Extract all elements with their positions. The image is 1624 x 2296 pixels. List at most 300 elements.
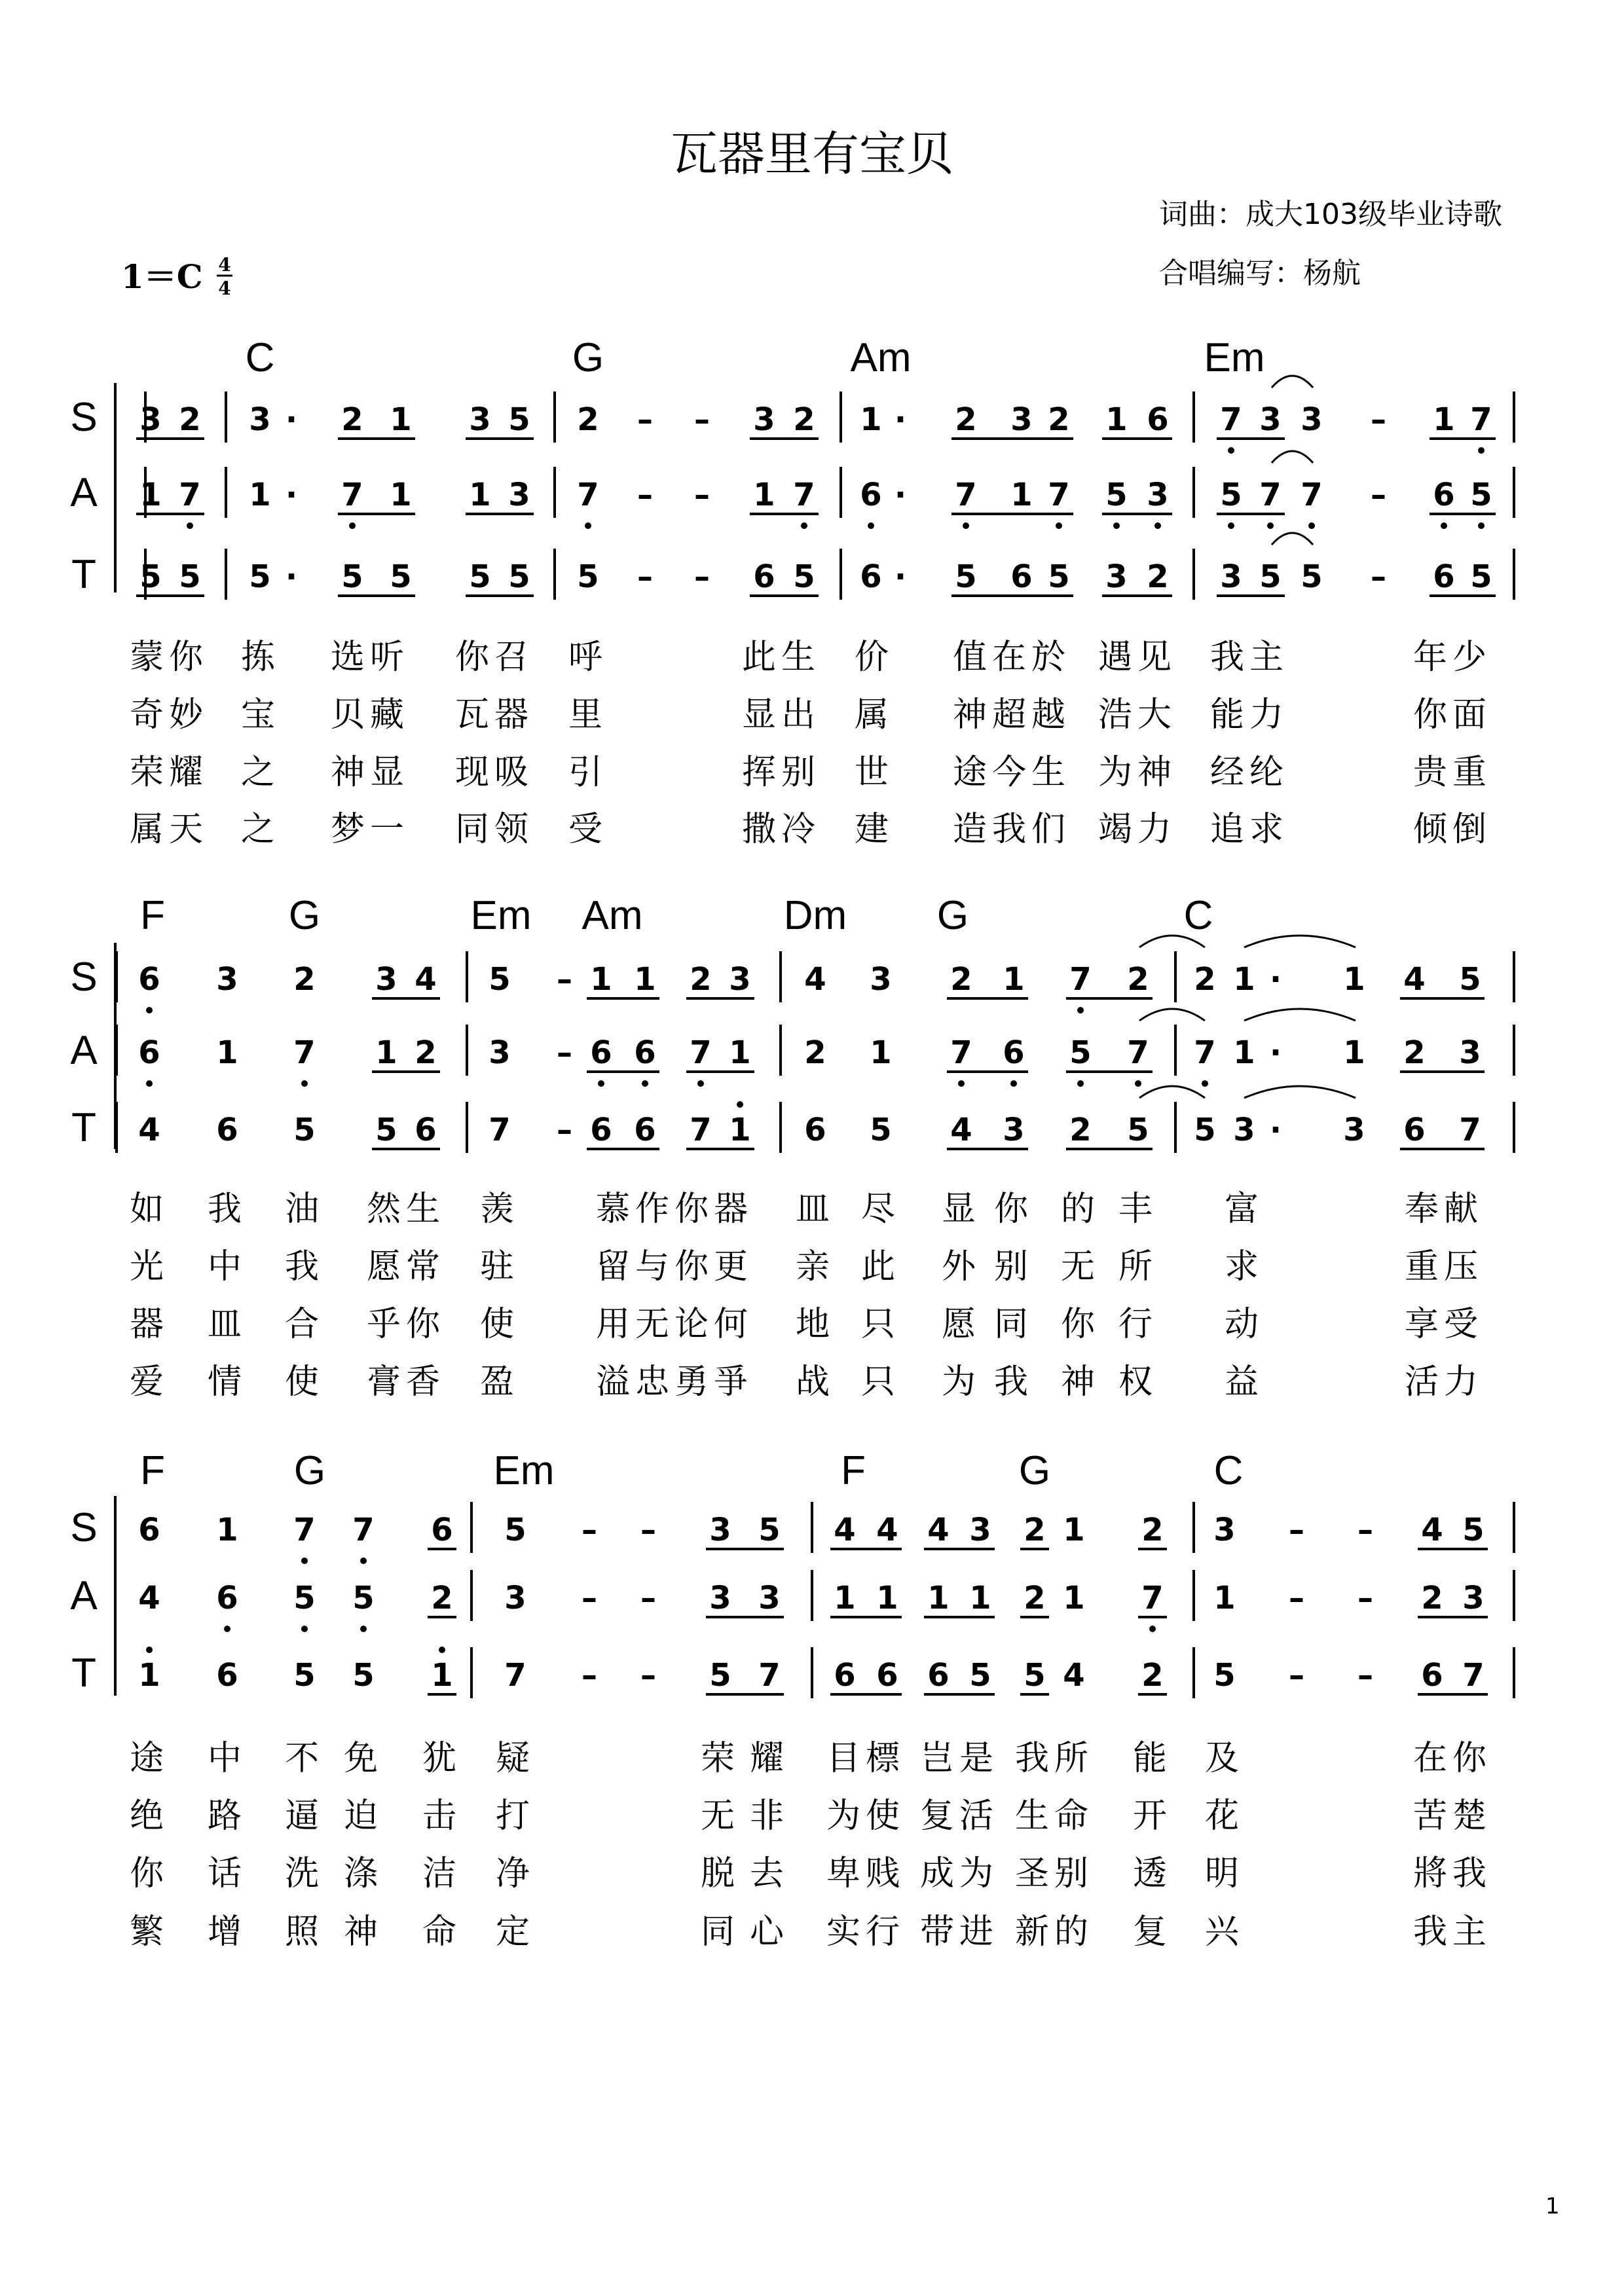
lyric-syllable: 透 bbox=[1132, 1854, 1173, 1893]
note: 5 bbox=[179, 558, 201, 595]
note: 3 bbox=[1003, 1112, 1025, 1148]
note: 5 bbox=[293, 1657, 316, 1694]
lyric-syllable: 岂是 bbox=[919, 1739, 999, 1778]
note: 3 bbox=[1213, 1512, 1236, 1548]
note: 2 bbox=[950, 961, 972, 998]
note: 1 bbox=[249, 477, 271, 513]
lyric-syllable: 你面 bbox=[1412, 695, 1492, 735]
lyric-syllable: 我主 bbox=[1209, 638, 1289, 677]
note: 5 bbox=[955, 558, 977, 595]
system-1 bbox=[70, 335, 1514, 849]
note: 3 bbox=[469, 401, 491, 438]
lyric-syllable: 盈 bbox=[479, 1362, 520, 1402]
lyric-syllable: 皿 bbox=[207, 1305, 248, 1344]
dash-extension: – bbox=[1289, 1580, 1304, 1616]
octave-dot-above bbox=[737, 1101, 743, 1108]
note: 5 bbox=[1105, 477, 1128, 513]
lyric-syllable: 带进 bbox=[919, 1912, 999, 1952]
lyric-syllable: 路 bbox=[207, 1796, 248, 1836]
lyric-syllable: 爱 bbox=[129, 1362, 170, 1402]
lyric-syllable: 逼 bbox=[284, 1796, 325, 1836]
note: 1 bbox=[870, 1034, 892, 1071]
note: 7 bbox=[758, 1657, 781, 1694]
note: 3 bbox=[709, 1580, 731, 1616]
note: 3 bbox=[139, 401, 162, 438]
octave-dot-below bbox=[1135, 1080, 1141, 1087]
augmentation-dot: · bbox=[1269, 1034, 1282, 1071]
chord-symbol: Am bbox=[850, 335, 912, 380]
lyric-syllable: 愿 bbox=[941, 1305, 982, 1344]
octave-dot-below bbox=[1478, 522, 1485, 529]
lyric-syllable: 用无论何 bbox=[595, 1305, 754, 1344]
note: 6 bbox=[634, 1034, 656, 1071]
lyric-syllable: 重压 bbox=[1404, 1247, 1484, 1286]
note: 3 bbox=[375, 961, 397, 998]
note: 2 bbox=[955, 401, 977, 438]
tie-arc bbox=[1244, 1009, 1356, 1021]
note: 3 bbox=[709, 1512, 731, 1548]
octave-dot-below bbox=[1154, 522, 1161, 529]
lyric-syllable: 绝 bbox=[129, 1796, 170, 1836]
lyric-syllable: 建 bbox=[854, 810, 895, 849]
note: 7 bbox=[955, 477, 977, 513]
note: 7 bbox=[1048, 477, 1070, 513]
lyric-syllable: 益 bbox=[1224, 1362, 1264, 1402]
note: 3 bbox=[1459, 1034, 1481, 1071]
note: 5 bbox=[577, 558, 599, 595]
octave-dot-below bbox=[1056, 522, 1062, 529]
octave-dot-above bbox=[439, 1647, 445, 1653]
lyric-syllable: 你 bbox=[1060, 1305, 1101, 1344]
note: 1 bbox=[729, 1112, 751, 1148]
note: 2 bbox=[1069, 1112, 1092, 1148]
note: 7 bbox=[489, 1112, 511, 1148]
note: 5 bbox=[1462, 1512, 1485, 1548]
lyric-syllable: 苦楚 bbox=[1412, 1796, 1492, 1836]
chord-symbol: G bbox=[572, 335, 604, 380]
note: 2 bbox=[1048, 401, 1070, 438]
note: 2 bbox=[431, 1580, 453, 1616]
note: 1 bbox=[729, 1034, 751, 1071]
dash-extension: – bbox=[1289, 1512, 1304, 1548]
dash-extension: – bbox=[637, 558, 653, 595]
note: 6 bbox=[138, 961, 160, 998]
lyric-syllable: 免 bbox=[343, 1739, 384, 1778]
lyric-syllable: 新的 bbox=[1014, 1912, 1094, 1952]
lyric-syllable: 为使 bbox=[826, 1796, 906, 1836]
note: 6 bbox=[860, 558, 882, 595]
octave-dot-below bbox=[1113, 522, 1120, 529]
lyric-syllable: 遇见 bbox=[1098, 638, 1177, 677]
part-label-s: S bbox=[70, 955, 98, 1000]
lyric-syllable: 世 bbox=[854, 753, 895, 792]
note: 7 bbox=[1127, 1034, 1149, 1071]
lyric-syllable: 我所 bbox=[1014, 1739, 1094, 1778]
note: 1 bbox=[139, 477, 162, 513]
chord-symbol: C bbox=[245, 335, 275, 380]
lyric-syllable: 显 bbox=[941, 1190, 982, 1229]
chord-symbol: C bbox=[1213, 1448, 1244, 1493]
lyric-syllable: 只 bbox=[860, 1305, 901, 1344]
lyric-syllable: 能 bbox=[1132, 1739, 1173, 1778]
tie-arc bbox=[1244, 1086, 1356, 1098]
octave-dot-below bbox=[697, 1080, 704, 1087]
note: 2 bbox=[1141, 1512, 1164, 1548]
song-title: 瓦器里有宝贝 bbox=[670, 126, 953, 181]
chord-symbol: Em bbox=[470, 893, 532, 938]
note: 7 bbox=[950, 1034, 972, 1071]
part-label-t: T bbox=[71, 552, 96, 597]
note: 2 bbox=[1127, 961, 1149, 998]
time-signature-numerator: 4 bbox=[218, 254, 231, 276]
lyric-syllable: 动 bbox=[1224, 1305, 1264, 1344]
note: 7 bbox=[690, 1034, 712, 1071]
note: 7 bbox=[1459, 1112, 1481, 1148]
note: 3 bbox=[729, 961, 751, 998]
lyric-syllable: 之 bbox=[240, 753, 281, 792]
lyric-syllable: 年少 bbox=[1412, 638, 1492, 677]
note: 6 bbox=[860, 477, 882, 513]
note: 5 bbox=[1024, 1657, 1046, 1694]
octave-dot-below bbox=[1149, 1626, 1156, 1632]
note: 3 bbox=[508, 477, 530, 513]
lyric-syllable: 瓦器 bbox=[454, 695, 534, 735]
lyric-syllable: 情 bbox=[207, 1362, 248, 1402]
lyric-syllable: 别 bbox=[993, 1247, 1034, 1286]
lyric-syllable: 卑贱 bbox=[826, 1854, 906, 1893]
octave-dot-below bbox=[642, 1080, 648, 1087]
octave-dot-below bbox=[1228, 447, 1234, 454]
lyric-syllable: 耀 bbox=[749, 1739, 790, 1778]
lyric-syllable: 奇妙 bbox=[129, 695, 209, 735]
note: 5 bbox=[1470, 477, 1492, 513]
system-3 bbox=[70, 1448, 1514, 1952]
note: 3 bbox=[870, 961, 892, 998]
lyric-syllable: 无 bbox=[700, 1796, 741, 1836]
note: 6 bbox=[216, 1657, 238, 1694]
lyric-syllable: 神 bbox=[343, 1912, 384, 1952]
lyric-syllable: 此生 bbox=[741, 638, 821, 677]
note: 1 bbox=[216, 1512, 238, 1548]
octave-dot-below bbox=[963, 522, 969, 529]
note: 1 bbox=[1010, 477, 1033, 513]
lyric-syllable: 战 bbox=[795, 1362, 836, 1402]
lyric-syllable: 打 bbox=[495, 1796, 536, 1836]
lyric-syllable: 荣耀 bbox=[129, 753, 209, 792]
note: 5 bbox=[293, 1580, 316, 1616]
note: 7 bbox=[504, 1657, 526, 1694]
chord-symbol: G bbox=[936, 893, 969, 938]
chord-symbol: G bbox=[1018, 1448, 1051, 1493]
lyric-syllable: 繁 bbox=[129, 1912, 170, 1952]
lyric-syllable: 溢忠勇爭 bbox=[595, 1362, 754, 1402]
tie-arc bbox=[1139, 1009, 1205, 1021]
lyric-syllable: 你 bbox=[993, 1190, 1034, 1229]
note: 1 bbox=[876, 1580, 898, 1616]
lyric-syllable: 疑 bbox=[495, 1739, 536, 1778]
octave-dot-below bbox=[1202, 1080, 1208, 1087]
note: 7 bbox=[1069, 961, 1092, 998]
note: 5 bbox=[1048, 558, 1070, 595]
tie-arc bbox=[1272, 376, 1313, 388]
lyric-syllable: 呼 bbox=[568, 638, 608, 677]
octave-dot-below bbox=[146, 1080, 153, 1087]
lyric-syllable: 求 bbox=[1224, 1247, 1264, 1286]
octave-dot-below bbox=[301, 1558, 308, 1564]
dash-extension: – bbox=[640, 1657, 656, 1694]
octave-dot-below bbox=[360, 1626, 367, 1632]
lyric-syllable: 花 bbox=[1204, 1796, 1245, 1836]
lyric-syllable: 权 bbox=[1118, 1362, 1158, 1402]
octave-dot-below bbox=[598, 1080, 604, 1087]
note: 3 bbox=[1462, 1580, 1485, 1616]
lyric-syllable: 开 bbox=[1132, 1796, 1173, 1836]
tie-arc bbox=[1244, 936, 1356, 947]
note: 4 bbox=[1063, 1657, 1085, 1694]
note: 6 bbox=[1403, 1112, 1426, 1148]
lyric-syllable: 神 bbox=[1060, 1362, 1101, 1402]
note: 5 bbox=[341, 558, 363, 595]
lyric-syllable: 成为 bbox=[919, 1854, 999, 1893]
note: 3 bbox=[1233, 1112, 1255, 1148]
note: 5 bbox=[508, 401, 530, 438]
note: 1 bbox=[1105, 401, 1128, 438]
note: 3 bbox=[1259, 401, 1282, 438]
lyric-syllable: 享受 bbox=[1404, 1305, 1484, 1344]
part-label-s: S bbox=[70, 1505, 98, 1550]
note: 6 bbox=[753, 558, 775, 595]
note: 5 bbox=[352, 1657, 375, 1694]
note: 6 bbox=[804, 1112, 826, 1148]
lyric-syllable: 撒冷 bbox=[741, 810, 821, 849]
note: 2 bbox=[1421, 1580, 1443, 1616]
lyric-syllable: 兴 bbox=[1204, 1912, 1245, 1952]
lyric-syllable: 只 bbox=[860, 1362, 901, 1402]
chord-symbol: C bbox=[1183, 893, 1213, 938]
note: 1 bbox=[1233, 961, 1255, 998]
score-systems bbox=[70, 335, 1514, 1952]
octave-dot-below bbox=[187, 522, 193, 529]
note: 5 bbox=[1194, 1112, 1216, 1148]
note: 2 bbox=[415, 1034, 437, 1071]
lyric-syllable: 油 bbox=[284, 1190, 325, 1229]
note: 6 bbox=[590, 1034, 612, 1071]
lyric-syllable: 生命 bbox=[1014, 1796, 1094, 1836]
note: 7 bbox=[690, 1112, 712, 1148]
lyric-syllable: 里 bbox=[568, 695, 608, 735]
lyric-syllable: 经纶 bbox=[1209, 753, 1289, 792]
note: 2 bbox=[293, 961, 316, 998]
dash-extension: – bbox=[557, 1034, 572, 1071]
lyric-syllable: 及 bbox=[1204, 1739, 1245, 1778]
lyric-syllable: 同 bbox=[993, 1305, 1034, 1344]
augmentation-dot: · bbox=[894, 558, 907, 595]
lyric-syllable: 复 bbox=[1132, 1912, 1173, 1952]
lyric-syllable: 愿常 bbox=[366, 1247, 446, 1286]
dash-extension: – bbox=[581, 1580, 597, 1616]
lyric-syllable: 乎你 bbox=[366, 1305, 446, 1344]
note: 6 bbox=[1433, 558, 1455, 595]
note: 3 bbox=[969, 1512, 991, 1548]
note: 5 bbox=[1470, 558, 1492, 595]
note: 5 bbox=[469, 558, 491, 595]
lyric-syllable: 实行 bbox=[826, 1912, 906, 1952]
lyric-syllable: 同 bbox=[700, 1912, 741, 1952]
note: 1 bbox=[390, 477, 412, 513]
chord-symbol: Em bbox=[1204, 335, 1265, 380]
octave-dot-below bbox=[224, 1626, 231, 1632]
note: 6 bbox=[1147, 401, 1169, 438]
lyric-syllable: 无 bbox=[1060, 1247, 1101, 1286]
chord-symbol: G bbox=[288, 893, 321, 938]
dash-extension: – bbox=[1357, 1580, 1373, 1616]
note: 3 bbox=[216, 961, 238, 998]
lyric-syllable: 宝 bbox=[240, 695, 281, 735]
lyric-syllable: 羡 bbox=[479, 1190, 520, 1229]
augmentation-dot: · bbox=[285, 477, 298, 513]
lyric-syllable: 竭力 bbox=[1098, 810, 1177, 849]
lyric-syllable: 圣别 bbox=[1014, 1854, 1094, 1893]
note: 5 bbox=[1259, 558, 1282, 595]
note: 2 bbox=[804, 1034, 826, 1071]
lyric-syllable: 使 bbox=[284, 1362, 325, 1402]
lyric-syllable: 膏香 bbox=[366, 1362, 446, 1402]
note: 4 bbox=[876, 1512, 898, 1548]
note: 7 bbox=[179, 477, 201, 513]
note: 7 bbox=[1462, 1657, 1485, 1694]
note: 7 bbox=[1220, 401, 1242, 438]
note: 1 bbox=[634, 961, 656, 998]
lyric-syllable: 之 bbox=[240, 810, 281, 849]
lyric-syllable: 贝藏 bbox=[330, 695, 410, 735]
lyric-syllable: 中 bbox=[207, 1739, 248, 1778]
lyric-syllable: 荣 bbox=[700, 1739, 741, 1778]
lyric-syllable: 洗 bbox=[284, 1854, 325, 1893]
note: 6 bbox=[1421, 1657, 1443, 1694]
lyric-syllable: 话 bbox=[207, 1854, 248, 1893]
lyric-syllable: 光 bbox=[129, 1247, 170, 1286]
lyric-syllable: 增 bbox=[207, 1912, 248, 1952]
lyric-syllable: 外 bbox=[941, 1247, 982, 1286]
lyric-syllable: 击 bbox=[422, 1796, 462, 1836]
key-signature bbox=[121, 254, 232, 299]
dash-extension: – bbox=[557, 1112, 572, 1148]
lyric-syllable: 中 bbox=[207, 1247, 248, 1286]
note: 6 bbox=[590, 1112, 612, 1148]
lyric-syllable: 途 bbox=[129, 1739, 170, 1778]
note: 3 bbox=[1010, 401, 1033, 438]
octave-dot-below bbox=[1441, 522, 1447, 529]
part-label-t: T bbox=[71, 1105, 96, 1150]
octave-dot-below bbox=[360, 1558, 367, 1564]
lyric-syllable: 途今生 bbox=[952, 753, 1071, 792]
note: 1 bbox=[834, 1580, 856, 1616]
note: 5 bbox=[870, 1112, 892, 1148]
page-number: 1 bbox=[1545, 2193, 1560, 2219]
augmentation-dot: · bbox=[894, 401, 907, 438]
octave-dot-below bbox=[958, 1080, 965, 1087]
lyric-syllable: 属 bbox=[854, 695, 895, 735]
note: 1 bbox=[375, 1034, 397, 1071]
lyric-syllable: 倾倒 bbox=[1412, 810, 1492, 849]
lyric-syllable: 所 bbox=[1118, 1247, 1158, 1286]
note: 1 bbox=[1233, 1034, 1255, 1071]
lyric-syllable: 定 bbox=[495, 1912, 536, 1952]
octave-dot-below bbox=[146, 1007, 153, 1013]
dash-extension: – bbox=[1371, 558, 1386, 595]
lyric-syllable: 使 bbox=[479, 1305, 520, 1344]
note: 6 bbox=[138, 1512, 160, 1548]
note: 5 bbox=[1220, 477, 1242, 513]
lyric-syllable: 的 bbox=[1060, 1190, 1101, 1229]
lyric-syllable: 为 bbox=[941, 1362, 982, 1402]
lyric-syllable: 在你 bbox=[1412, 1739, 1492, 1778]
dash-extension: – bbox=[581, 1512, 597, 1548]
tie-arc bbox=[1272, 451, 1313, 463]
dash-extension: – bbox=[1371, 401, 1386, 438]
augmentation-dot: · bbox=[1269, 961, 1282, 998]
lyric-syllable: 犹 bbox=[422, 1739, 462, 1778]
lyric-syllable: 我主 bbox=[1412, 1912, 1492, 1952]
lyric-syllable: 將我 bbox=[1412, 1854, 1492, 1893]
lyric-syllable: 梦一 bbox=[330, 810, 410, 849]
lyric-syllable: 尽 bbox=[860, 1190, 901, 1229]
note: 4 bbox=[804, 961, 826, 998]
note: 5 bbox=[139, 558, 162, 595]
lyric-syllable: 造我们 bbox=[952, 810, 1071, 849]
chord-symbol: F bbox=[140, 893, 165, 938]
lyric-syllable: 引 bbox=[568, 753, 608, 792]
lyric-syllable: 照 bbox=[284, 1912, 325, 1952]
note: 1 bbox=[216, 1034, 238, 1071]
note: 1 bbox=[1343, 961, 1365, 998]
chord-symbol: G bbox=[293, 1448, 326, 1493]
dash-extension: – bbox=[1357, 1657, 1373, 1694]
dash-extension: – bbox=[694, 558, 710, 595]
note: 2 bbox=[793, 401, 815, 438]
lyric-syllable: 迫 bbox=[343, 1796, 384, 1836]
note: 6 bbox=[1433, 477, 1455, 513]
lyric-syllable: 非 bbox=[749, 1796, 790, 1836]
note: 3 bbox=[249, 401, 271, 438]
octave-dot-below bbox=[301, 1080, 308, 1087]
note: 7 bbox=[293, 1034, 316, 1071]
lyric-syllable: 目標 bbox=[826, 1739, 906, 1778]
octave-dot-below bbox=[1010, 1080, 1017, 1087]
note: 1 bbox=[590, 961, 612, 998]
lyric-syllable: 行 bbox=[1118, 1305, 1158, 1344]
note: 1 bbox=[390, 401, 412, 438]
lyric-syllable: 我 bbox=[207, 1190, 248, 1229]
octave-dot-below bbox=[1077, 1080, 1084, 1087]
lyric-syllable: 不 bbox=[284, 1739, 325, 1778]
note: 5 bbox=[1213, 1657, 1236, 1694]
lyric-syllable: 挥别 bbox=[741, 753, 821, 792]
lyric-syllable: 神超越 bbox=[952, 695, 1071, 735]
chord-symbol: Em bbox=[493, 1448, 555, 1493]
octave-dot-below bbox=[1077, 1007, 1084, 1013]
lyric-syllable: 蒙你 bbox=[129, 638, 209, 677]
lyric-syllable: 为神 bbox=[1098, 753, 1177, 792]
lyric-syllable: 价 bbox=[854, 638, 895, 677]
note: 4 bbox=[138, 1580, 160, 1616]
note: 5 bbox=[390, 558, 412, 595]
dash-extension: – bbox=[557, 961, 572, 998]
lyric-syllable: 贵重 bbox=[1412, 753, 1492, 792]
note: 4 bbox=[1421, 1512, 1443, 1548]
note: 4 bbox=[927, 1512, 950, 1548]
lyric-syllable: 现吸 bbox=[454, 753, 534, 792]
